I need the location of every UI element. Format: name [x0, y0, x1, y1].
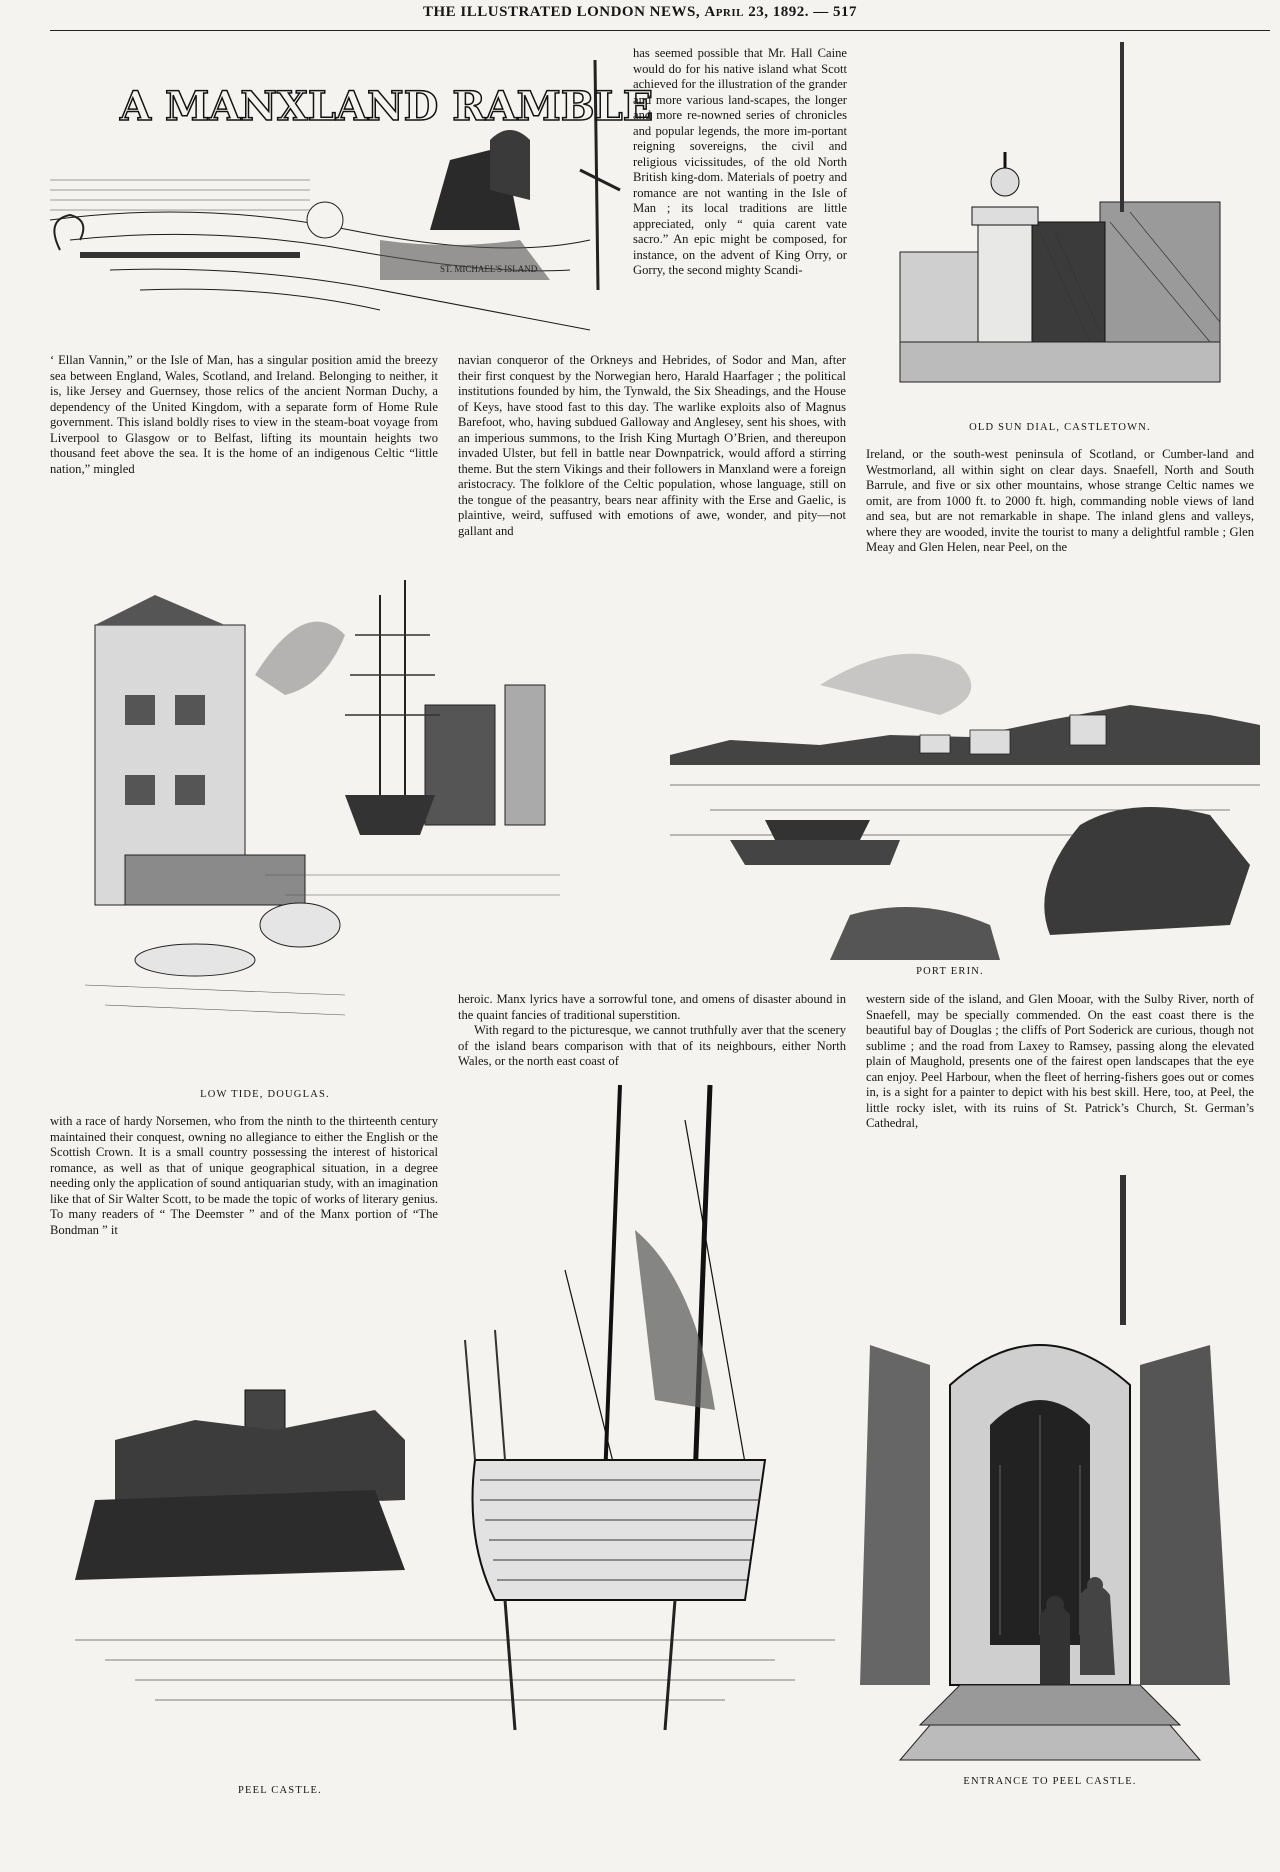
text-column-b-mid: heroic. Manx lyrics have a sorrowful tone, and omens of disaster abound in the quaint fancies of traditional superstition. With regard to the picturesque, we cannot truthfully aver that the scenery of the island bears comparison with that of its neighbours, either North Wales, or the north east coast of	[458, 992, 846, 1068]
sundial-illustration	[880, 42, 1240, 412]
article-title: A MANXLAND RAMBLE	[120, 83, 654, 130]
text-column-c-top: Ireland, or the south-west peninsula of Scotland, or Cumber-land and Westmorland, all within sight on clear days. Snaefell, North and South Barrule, and five or six other mountains, whose strange Celtic names we omit, are from 1000 ft. to 2000 ft. high, commanding noble views of land and sea, but are not remarkable in shape. The inland glens and valleys, where they are wooded, invite the tourist to many a delightful ramble ; Glen Meay and Glen Helen, near Peel, on the	[866, 447, 1254, 554]
publication-name: THE ILLUSTRATED LONDON NEWS,	[423, 4, 701, 20]
text-column-a-top: ‘ Ellan Vannin,” or the Isle of Man, has a singular position amid the breezy sea between England, Wales, Scotland, and Ireland. Belonging to neither, it is, like Jersey and Guernsey, those relics of the ancient Norman Duchy, a dependency of the United Kingdom, with a separate form of Home Rule government. This island boldly rises to view in the steam-boat voyage from Liverpool to Glasgow or to Belfast, lifting its mountain heights two thousand feet above the sea. It is the home of an indigenous Celtic “little nation,” mingled	[50, 353, 438, 476]
port-erin-illustration	[670, 625, 1260, 960]
caption-sundial: OLD SUN DIAL, CASTLETOWN.	[969, 422, 1151, 433]
text-column-c-mid: western side of the island, and Glen Mooar, with the Sulby River, north of Snaefell, may be specially commended. On the east coast there is the beautiful bay of Douglas ; the cliffs of Port Soderick are curious, though not sublime ; and the road from Laxey to Ramsey, passing along the elevated plain of Maughold, presents one of the fairest open landscapes that the eye can enjoy. Peel Harbour, when the fleet of herring-fishers goes out or comes in, is a sight for a painter to depict with his best skill. Here, too, at Peel, the little rocky islet, with its ruins of St. Patrick’s Church, St. German’s Cathedral,	[866, 992, 1254, 1130]
caption-entrance: ENTRANCE TO PEEL CASTLE.	[963, 1776, 1137, 1787]
illustration-label: ST. MICHAEL'S ISLAND	[440, 264, 538, 274]
douglas-illustration	[85, 575, 560, 1035]
header-rule	[50, 30, 1270, 31]
page-number: — 517	[813, 4, 857, 20]
text-column-b-wide: navian conqueror of the Orkneys and Hebrides, of Sodor and Man, after their first conquest by the Norwegian hero, Harald Haarfager ; the political institutions founded by him, the Tynwald, the Six Sheadings, and the House of Keys, have stood fast to this day. The warlike exploits also of Magnus Barefoot, who, having subdued Galloway and Anglesey, sent his shoes, with an imperious summons, to the Irish King Murtagh O’Brien, and thereupon invaded Ulster, but fell in battle near Downpatrick, would afford a stirring theme. But the stern Vikings and their followers in Manxland were a foreign aristocracy. The folklore of the Celtic population, whose language, still on the tongue of the peasantry, bears near affinity with the Erse and Gaelic, is plaintive, weird, suffused with emotions of awe, wonder, and pity—not gallant and	[458, 353, 846, 538]
title-illustration	[50, 40, 654, 340]
caption-port-erin: PORT ERIN.	[916, 966, 984, 977]
entrance-illustration	[840, 1165, 1260, 1765]
peel-castle-illustration	[75, 1080, 835, 1740]
text-column-b-top: has seemed possible that Mr. Hall Caine would do for his native island what Scott achieved for the illustration of the grander and more various land-scapes, the longer and more re-nowned series of chronicles and popular legends, the more im-portant reigning sovereigns, the civil and religious vicissitudes, of the old North British king-dom. Materials of poetry and romance are not wanting in the Isle of Man ; its local traditions are little appreciated, only “ quia carent vate sacro.” An epic might be composed, for instance, on the advent of King Orry, or Gorry, the second mighty Scandi-	[633, 46, 847, 277]
caption-peel-castle: PEEL CASTLE.	[237, 1785, 322, 1796]
text-column-a-mid: with a race of hardy Norsemen, who from the ninth to the thirteenth century maintained their conquest, owning no allegiance to either the English or the Scottish Crown. It is a small country possessing the interest of historical romance, as well as that of unique geographical situation, in a degree needing only the application of sound antiquarian study, with an imagination like that of Sir Walter Scott, to be made the topic of works of literary genius. To many readers of “ The Deemster ” and of the Manx portion of “The Bondman ” it	[50, 1114, 438, 1237]
page-header	[50, 4, 1230, 30]
issue-date: April 23, 1892.	[704, 4, 809, 20]
caption-douglas: LOW TIDE, DOUGLAS.	[200, 1089, 330, 1100]
